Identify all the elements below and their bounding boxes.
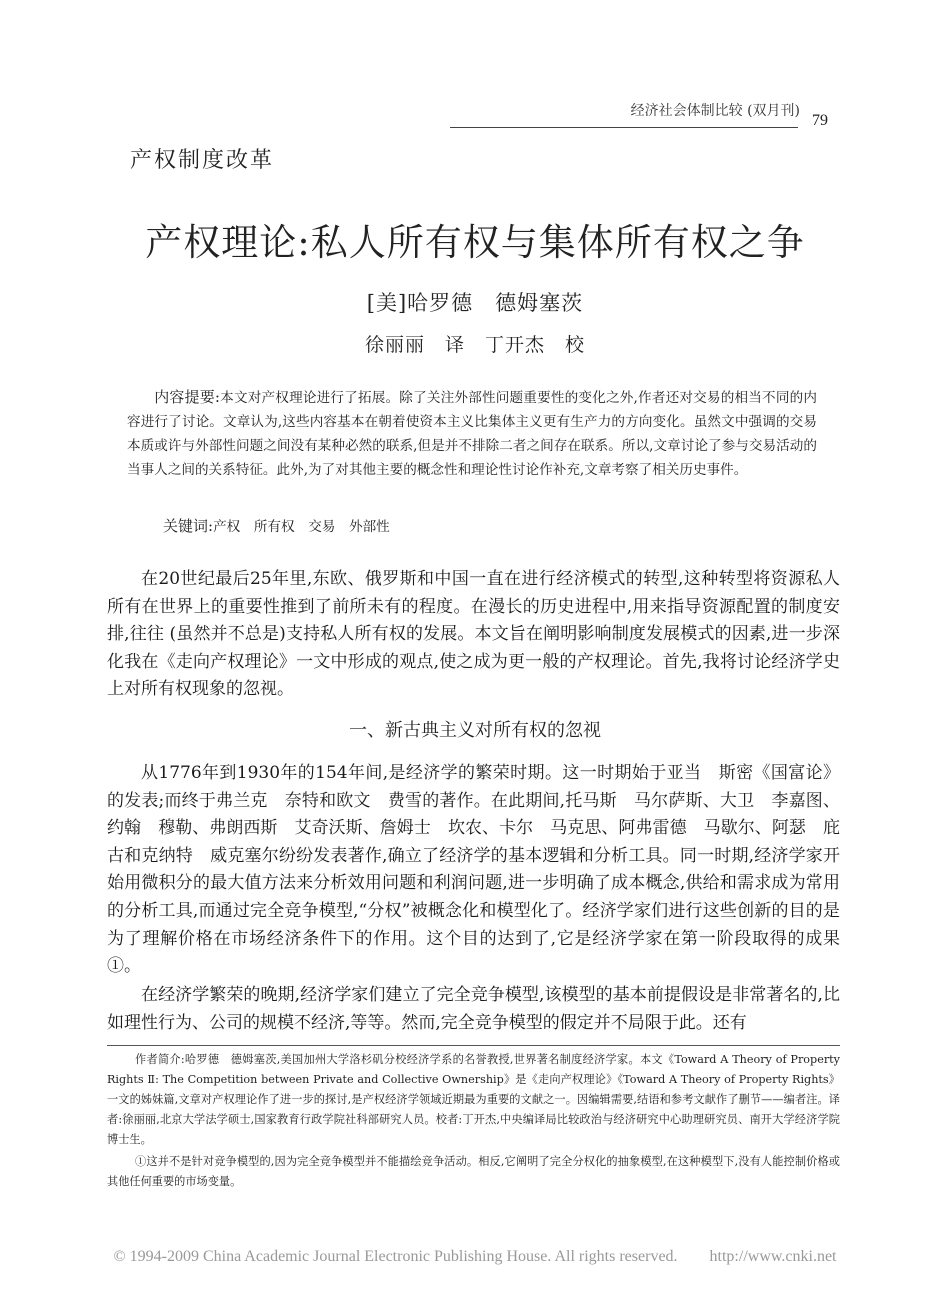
- keywords: [163, 514, 813, 539]
- intro-paragraph: 在20世纪最后25年里,东欧、俄罗斯和中国一直在进行经济模式的转型,这种转型将资源私人所有在世界上的重要性推到了前所未有的程度。在漫长的历史进程中,用来指导资源配置的制度安排,往往 (虽然并不总是)支持私人所有权的发展。本文旨在阐明影响制度发展模式的因素,进一步深化我在《走向产权理论》一文中形成的观点,使之成为更一般的产权理论。首先,我将讨论经济学史上对所有权现象的忽视。: [107, 569, 840, 700]
- keywords-label: 关键词:: [163, 517, 214, 535]
- copyright-watermark: © 1994-2009 China Academic Journal Electronic Publishing House. All rights reserved. http://www.cnki.net: [113, 1248, 837, 1265]
- article-translators: 徐丽丽 译 丁开杰 校: [364, 334, 585, 356]
- abstract-label: 内容提要:: [154, 388, 220, 406]
- footnote-author-info: 作者简介:哈罗德 德姆塞茨,美国加州大学洛杉矶分校经济学系的名誉教授,世界著名制度经济学家。本文《Toward A Theory of Property Rights Ⅱ: The Competition between Private and Collective Ownership》是《走向产权理论》《Toward A Theory of Property Rights》一文的姊妹篇,文章对产权理论作了进一步的探讨,是产权经济学领域近期最为重要的文献之一。因编辑需要,结语和参考文献作了删节——编者注。译者:徐丽丽,北京大学法学硕士,国家教育行政学院社科部研究人员。校者:丁开杰,中央编译局比较政治与经济研究中心助理研究员、南开大学经济学院博士生。: [107, 1053, 840, 1146]
- running-header-journal: 经济社会体制比较 (双月刊): [630, 103, 800, 119]
- article-title: 产权理论:私人所有权与集体所有权之争: [145, 221, 805, 264]
- footnote-rule: [107, 1045, 840, 1046]
- abstract-text: 本文对产权理论进行了拓展。除了关注外部性问题重要性的变化之外,作者还对交易的相当不同的内容进行了讨论。文章认为,这些内容基本在朝着使资本主义比集体主义更有生产力的方向变化。虽然文中强调的交易本质或许与外部性问题之间没有某种必然的联系,但是并不排除二者之间存在联系。所以,文章讨论了参与交易活动的当事人之间的关系特征。此外,为了对其他主要的概念性和理论性讨论作补充,文章考察了相关历史事件。: [127, 390, 817, 478]
- abstract: [127, 385, 817, 482]
- keywords-text: 产权 所有权 交易 外部性: [213, 519, 390, 535]
- section-paragraph-2: 在经济学繁荣的晚期,经济学家们建立了完全竞争模型,该模型的基本前提假设是非常著名的,比如理性行为、公司的规模不经济,等等。然而,完全竞争模型的假定并不局限于此。还有: [107, 985, 840, 1033]
- column-name: 产权制度改革: [130, 148, 275, 173]
- page-number: 79: [812, 112, 828, 129]
- header-rule: [450, 127, 798, 128]
- section-heading: 一、新古典主义对所有权的忽视: [349, 720, 601, 741]
- section-paragraph-1: 从1776年到1930年的154年间,是经济学的繁荣时期。这一时期始于亚当 斯密《国富论》的发表;而终于弗兰克 奈特和欧文 费雪的著作。在此期间,托马斯 马尔萨斯、大卫 李嘉图、约翰 穆勒、弗朗西斯 艾奇沃斯、詹姆士 坎农、卡尔 马克思、阿弗雷德 马歇尔、阿瑟 庇古和克纳特 威克塞尔纷纷发表著作,确立了经济学的基本逻辑和分析工具。同一时期,经济学家开始用微积分的最大值方法来分析效用问题和利润问题,进一步明确了成本概念,供给和需求成为常用的分析工具,而通过完全竞争模型,“分权”被概念化和模型化了。经济学家们进行这些创新的目的是为了理解价格在市场经济条件下的作用。这个目的达到了,它是经济学家在第一阶段取得的成果①。: [107, 763, 840, 977]
- article-authors: [美]哈罗德 德姆塞茨: [366, 291, 584, 315]
- footnote-1: ①这并不是针对竞争模型的,因为完全竞争模型并不能描绘竞争活动。相反,它阐明了完全分权化的抽象模型,在这种模型下,没有人能控制价格或其他任何重要的市场变量。: [107, 1155, 840, 1188]
